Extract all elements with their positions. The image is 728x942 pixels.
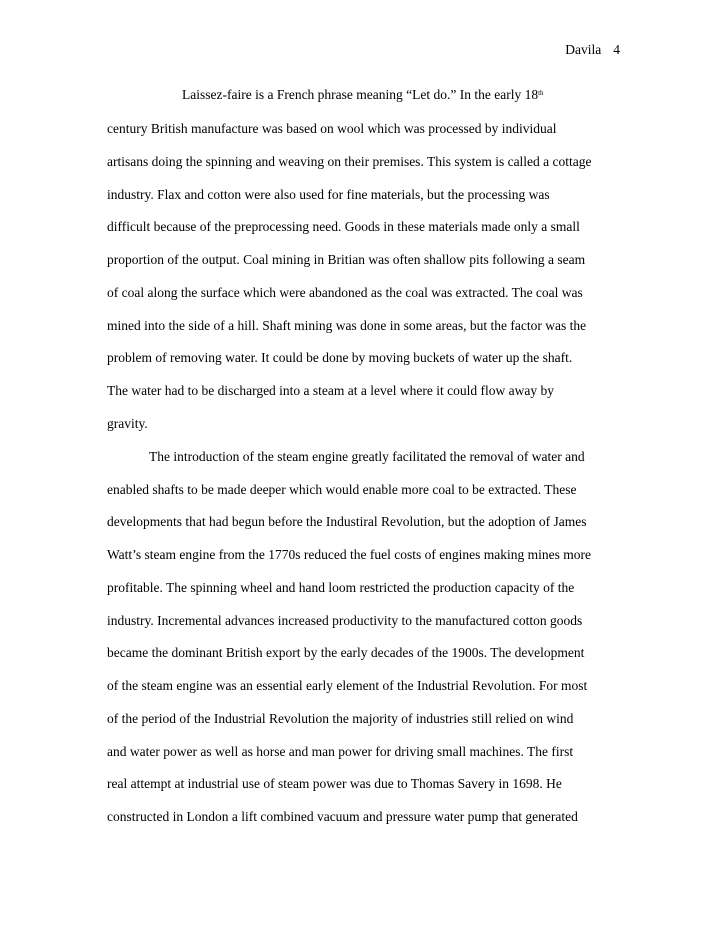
paragraph-line: industry. Flax and cotton were also used for fine materials, but the processing was: [107, 187, 550, 202]
paragraph-line: artisans doing the spinning and weaving on their premises. This system is called a cottage: [107, 154, 592, 169]
paragraph-line: gravity.: [107, 416, 148, 431]
paragraph-line: and water power as well as horse and man power for driving small machines. The first: [107, 744, 574, 759]
running-header: [565, 42, 620, 58]
paragraph-line: profitable. The spinning wheel and hand loom restricted the production capacity of the: [107, 580, 575, 595]
paragraph-line: enabled shafts to be made deeper which would enable more coal to be extracted. These: [107, 482, 577, 497]
paragraph-line: century British manufacture was based on wool which was processed by individual: [107, 121, 557, 136]
paragraph-line: of the period of the Industrial Revolution the majority of industries still relied on wind: [107, 711, 574, 726]
paragraph-line: The introduction of the steam engine greatly facilitated the removal of water and: [149, 449, 585, 464]
paragraph-line: The water had to be discharged into a steam at a level where it could flow away by: [107, 383, 554, 398]
paragraph-line: difficult because of the preprocessing need. Goods in these materials made only a small: [107, 219, 580, 234]
paragraph-line: of coal along the surface which were abandoned as the coal was extracted. The coal was: [107, 285, 583, 300]
header-author: Davila: [565, 42, 602, 57]
paragraph-line: constructed in London a lift combined vacuum and pressure water pump that generated: [107, 809, 578, 824]
paragraph-line: became the dominant British export by the early decades of the 1900s. The development: [107, 645, 585, 660]
paragraph-line: mined into the side of a hill. Shaft mining was done in some areas, but the factor was the: [107, 318, 587, 333]
paragraph-line: of the steam engine was an essential early element of the Industrial Revolution. For most: [107, 678, 588, 693]
paragraph-text: Laissez-faire is a French phrase meaning “Let do.” In the early 18: [182, 87, 539, 102]
ordinal-suffix: th: [538, 89, 544, 97]
paragraph-line: developments that had begun before the Industiral Revolution, but the adoption of James: [107, 514, 587, 529]
paragraph-line: problem of removing water. It could be done by moving buckets of water up the shaft.: [107, 350, 573, 365]
paragraph-line: real attempt at industrial use of steam power was due to Thomas Savery in 1698. He: [107, 776, 562, 791]
paragraph-line: proportion of the output. Coal mining in Britian was often shallow pits following a seam: [107, 252, 586, 267]
paragraph-line: Watt’s steam engine from the 1770s reduced the fuel costs of engines making mines more: [107, 547, 592, 562]
paragraph-line: industry. Incremental advances increased productivity to the manufactured cotton goods: [107, 613, 583, 628]
header-page-number: 4: [613, 42, 620, 57]
paragraph-line: [182, 87, 544, 103]
